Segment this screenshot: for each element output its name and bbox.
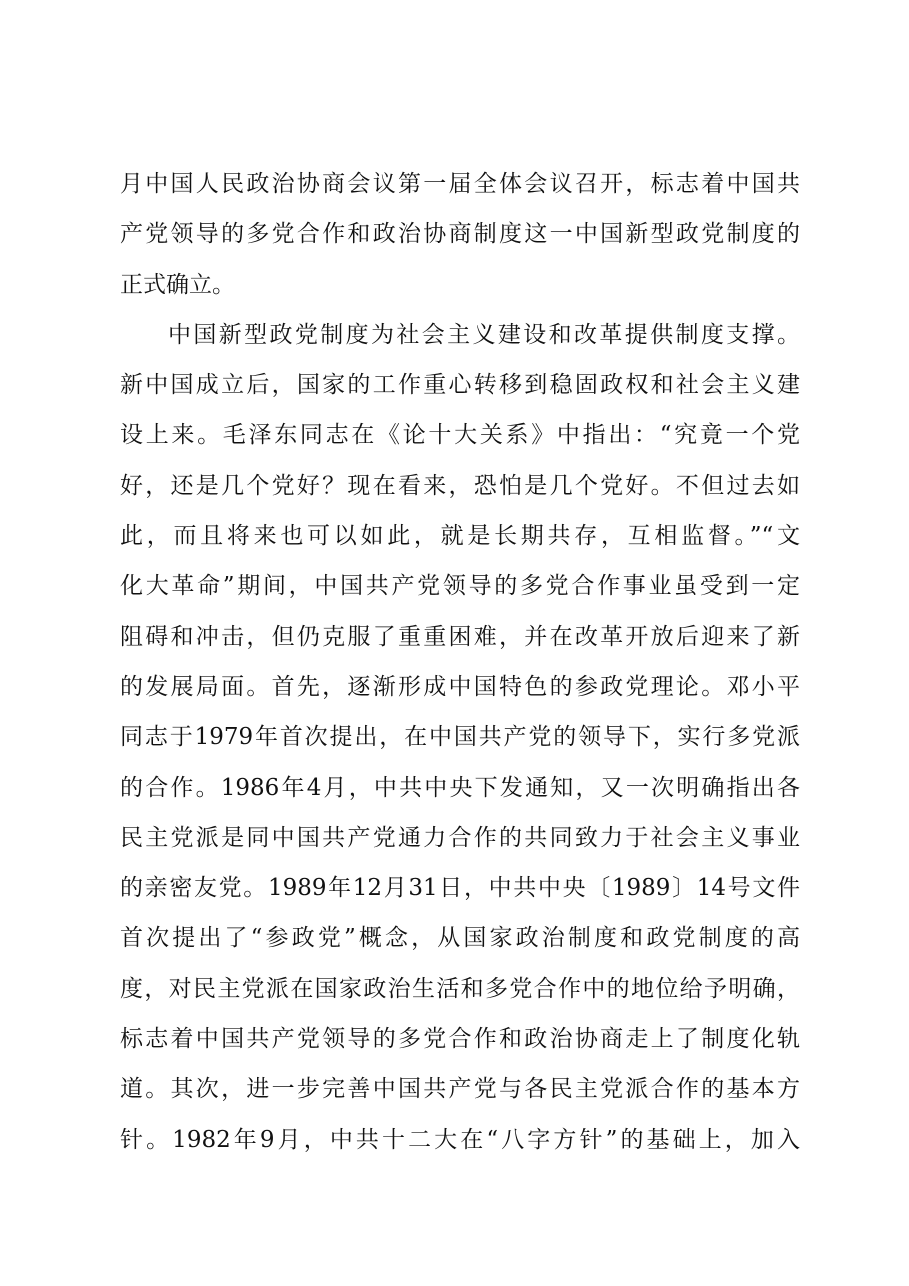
text-line: 阻碍和冲击，但仍克服了重重困难，并在改革开放后迎来了新: [120, 623, 800, 650]
text-line: 的发展局面。首先，逐渐形成中国特色的参政党理论。邓小平: [120, 673, 800, 700]
text-line: 的亲密友党。1989年12月31日，中共中央〔1989〕14号文件: [120, 875, 800, 902]
text-line: 度，对民主党派在国家政治生活和多党合作中的地位给予明确，: [120, 975, 800, 1002]
text-line: 新中国成立后，国家的工作重心转移到稳固政权和社会主义建: [120, 372, 800, 399]
paragraph-1: [120, 159, 800, 310]
text-line: 标志着中国共产党领导的多党合作和政治协商走上了制度化轨: [120, 1026, 800, 1053]
text-line: 针。1982年9月，中共十二大在“八字方针”的基础上，加入: [120, 1126, 800, 1153]
text-line: 首次提出了“参政党”概念，从国家政治制度和政党制度的高: [120, 925, 800, 952]
text-line: 的合作。1986年4月，中共中央下发通知，又一次明确指出各: [120, 774, 800, 801]
text-line: 道。其次，进一步完善中国共产党与各民主党派合作的基本方: [120, 1076, 800, 1103]
text-line: 正式确立。: [120, 271, 235, 298]
text-line: 此，而且将来也可以如此，就是长期共存，互相监督。”“文: [120, 523, 800, 550]
text-line: 中国新型政党制度为社会主义建设和改革提供制度支撑。: [168, 321, 800, 348]
text-line: 同志于1979年首次提出，在中国共产党的领导下，实行多党派: [120, 724, 800, 751]
text-line: 民主党派是同中国共产党通力合作的共同致力于社会主义事业: [120, 824, 800, 851]
paragraph-2: [120, 310, 800, 1165]
text-line: 月中国人民政治协商会议第一届全体会议召开，标志着中国共: [120, 171, 800, 197]
text-line: 化大革命”期间，中国共产党领导的多党合作事业虽受到一定: [120, 573, 800, 600]
body-text: [120, 159, 800, 1165]
text-line: 好，还是几个党好？现在看来，恐怕是几个党好。不但过去如: [120, 472, 800, 499]
text-line: 设上来。毛泽东同志在《论十大关系》中指出：“究竟一个党: [120, 422, 800, 449]
text-line: 产党领导的多党合作和政治协商制度这一中国新型政党制度的: [120, 221, 800, 248]
